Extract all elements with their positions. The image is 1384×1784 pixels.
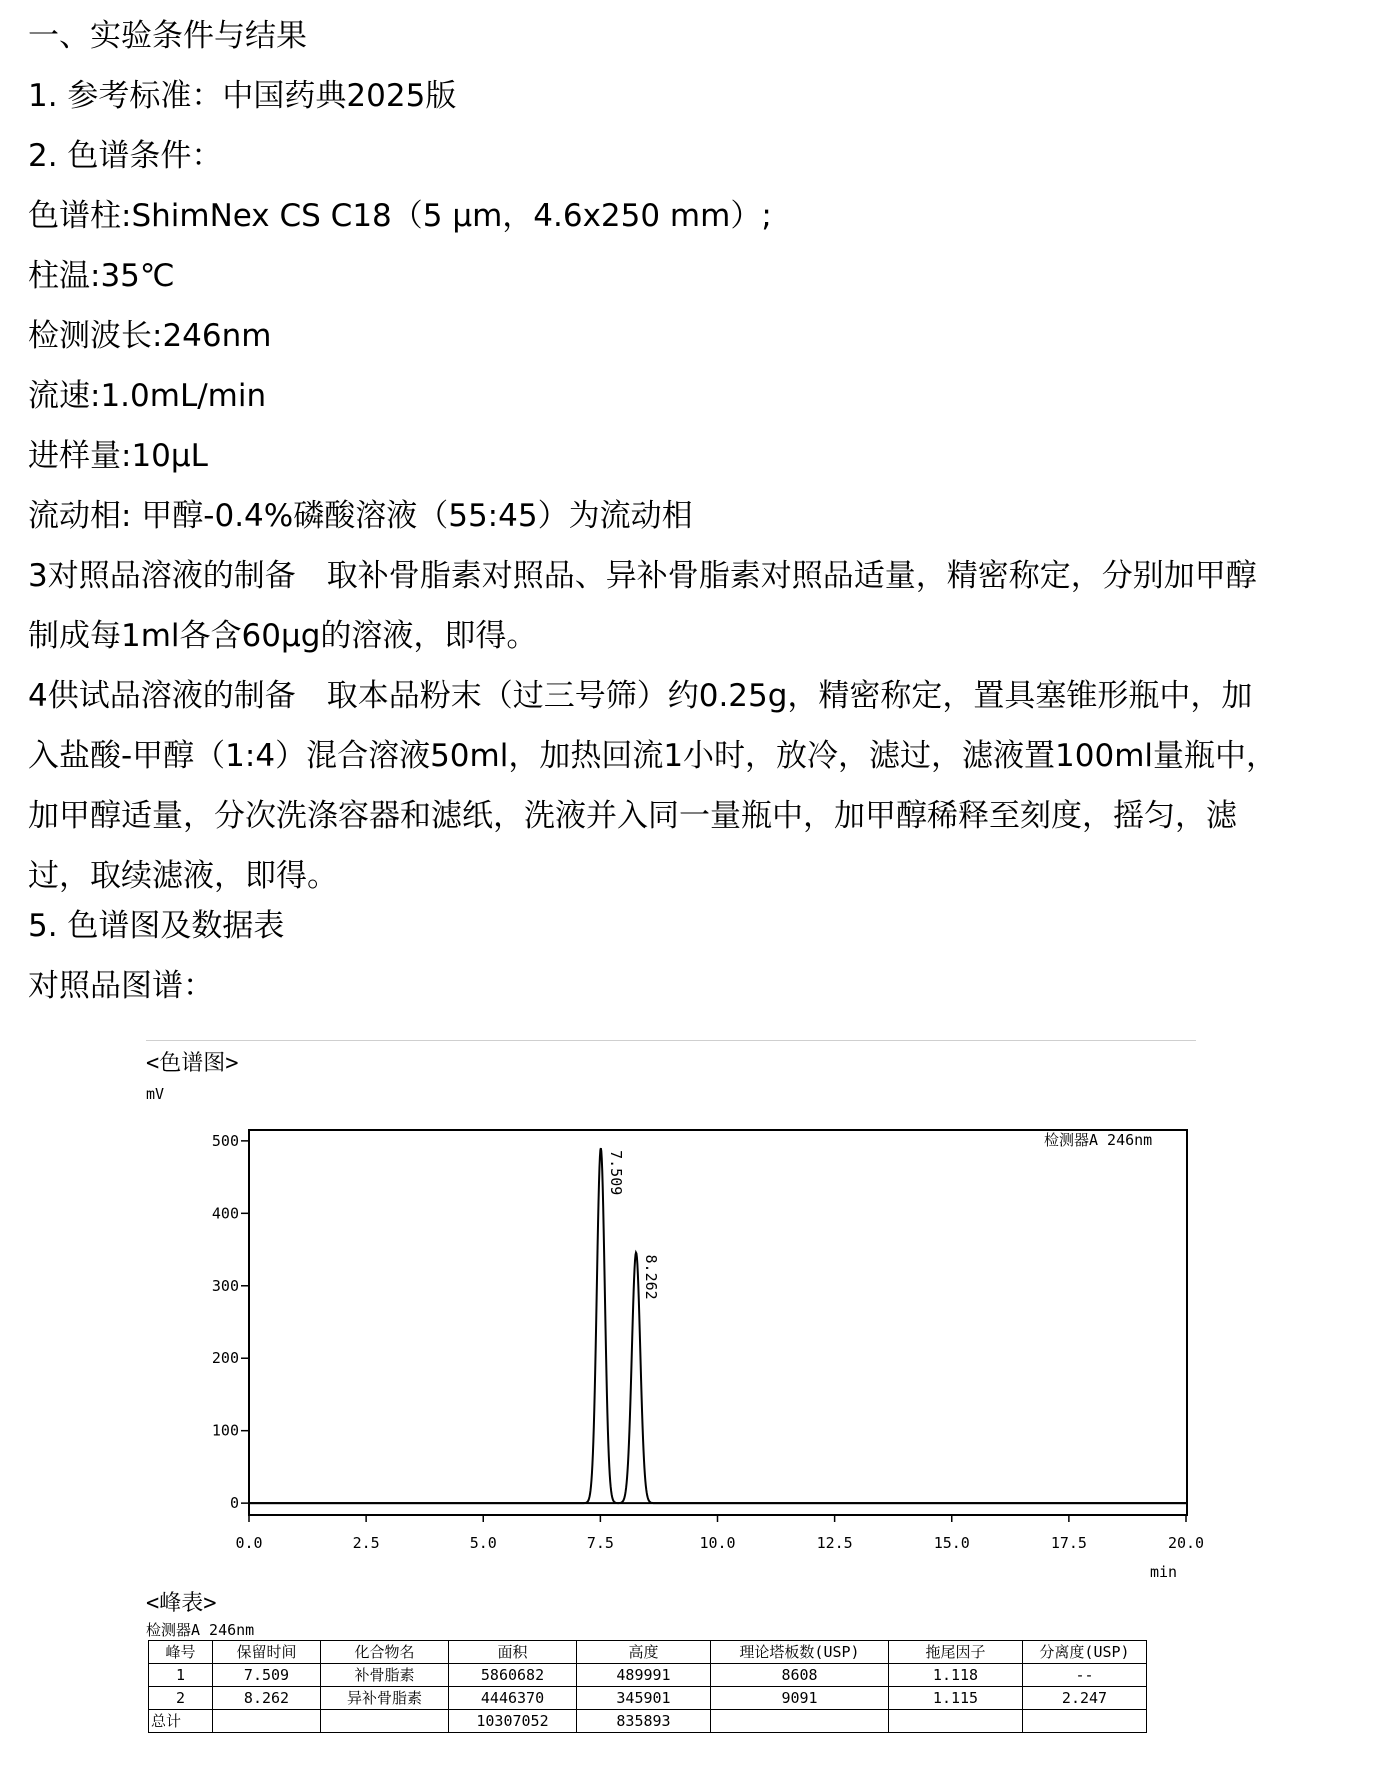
peak-table-cell: 2	[149, 1687, 213, 1710]
peak-table-cell: 补骨脂素	[321, 1664, 449, 1687]
peak-table-cell	[1023, 1710, 1147, 1733]
y-tick-label: 0	[229, 1494, 239, 1513]
conditions-title: 2. 色谱条件：	[28, 138, 223, 174]
peak-table-header-cell: 保留时间	[213, 1641, 321, 1664]
detection-wavelength: 检测波长:246nm	[28, 318, 272, 354]
detector-legend: 检测器A 246nm	[1044, 1131, 1153, 1149]
peak-table-header-cell: 峰号	[149, 1641, 213, 1664]
y-unit-label: mV	[146, 1085, 165, 1103]
peak-table-cell	[889, 1710, 1023, 1733]
y-tick-label: 300	[211, 1276, 239, 1295]
x-tick-label: 17.5	[1050, 1534, 1087, 1552]
peak-table-row	[149, 1710, 1147, 1733]
peak-table-header-cell: 理论塔板数(USP)	[711, 1641, 889, 1664]
peak-table-detector: 检测器A 246nm	[146, 1621, 255, 1639]
sample-prep-line-1: 4供试品溶液的制备 取本品粉末（过三号筛）约0.25g，精密称定，置具塞锥形瓶中，加	[28, 678, 1253, 714]
peak-table-cell: 345901	[577, 1687, 711, 1710]
sample-prep-line-2: 入盐酸-甲醇（1:4）混合溶液50ml，加热回流1小时，放冷，滤过，滤液置100ml量瓶中，	[28, 738, 1278, 774]
peak-table-header-cell: 拖尾因子	[889, 1641, 1023, 1664]
peak-table-cell: 835893	[577, 1710, 711, 1733]
flow-rate: 流速:1.0mL/min	[28, 378, 267, 414]
y-tick-label: 400	[211, 1204, 239, 1223]
peak-table-header-cell: 高度	[577, 1641, 711, 1664]
sample-prep-line-3: 加甲醇适量，分次洗涤容器和滤纸，洗液并入同一量瓶中，加甲醇稀释至刻度，摇匀，滤	[28, 798, 1237, 834]
ref-prep-line-1: 3对照品溶液的制备 取补骨脂素对照品、异补骨脂素对照品适量，精密称定，分别加甲醇	[28, 558, 1257, 594]
chromatogram-label: <色谱图>	[146, 1051, 239, 1076]
section-title: 一、实验条件与结果	[28, 18, 307, 54]
peak-table-label: <峰表>	[146, 1591, 217, 1616]
peak-table-cell	[321, 1710, 449, 1733]
peak-table-cell: 异补骨脂素	[321, 1687, 449, 1710]
chromatogram-trace	[249, 1148, 1186, 1503]
peak-table-cell: 489991	[577, 1664, 711, 1687]
x-tick-label: 7.5	[586, 1534, 614, 1552]
peak-table-cell: 7.509	[213, 1664, 321, 1687]
reference-chromatogram-label: 对照品图谱：	[28, 968, 214, 1004]
peak-table-cell: 2.247	[1023, 1687, 1147, 1710]
peak-table-cell: 4446370	[449, 1687, 577, 1710]
mobile-phase: 流动相: 甲醇-0.4%磷酸溶液（55:45）为流动相	[28, 498, 693, 534]
x-tick-label: 2.5	[352, 1534, 380, 1552]
ref-prep-line-2: 制成每1ml各含60μg的溶液，即得。	[28, 618, 538, 654]
x-tick-label: 12.5	[816, 1534, 853, 1552]
peak-table-cell	[213, 1710, 321, 1733]
peak-label: 7.509	[606, 1150, 625, 1196]
peak-table-header-row	[149, 1641, 1147, 1664]
chromatogram-section-title: 5. 色谱图及数据表	[28, 908, 285, 944]
peak-table-header-cell: 化合物名	[321, 1641, 449, 1664]
y-tick-label: 500	[211, 1131, 239, 1150]
peak-table-cell: 5860682	[449, 1664, 577, 1687]
x-unit-label: min	[1150, 1563, 1178, 1581]
reference-standard: 1. 参考标准：中国药典2025版	[28, 78, 457, 114]
x-tick-label: 15.0	[933, 1534, 970, 1552]
x-tick-label: 5.0	[469, 1534, 497, 1552]
peak-table-cell: 1.118	[889, 1664, 1023, 1687]
peak-label: 8.262	[642, 1254, 661, 1300]
y-tick-label: 100	[211, 1421, 239, 1440]
column-spec: 色谱柱:ShimNex CS C18（5 μm，4.6x250 mm）;	[28, 198, 772, 234]
peak-table-cell: 8.262	[213, 1687, 321, 1710]
peak-table-header-cell: 面积	[449, 1641, 577, 1664]
injection-volume: 进样量:10μL	[28, 438, 208, 474]
peak-table-cell: 10307052	[449, 1710, 577, 1733]
peak-table-cell: 8608	[711, 1664, 889, 1687]
peak-table-cell: --	[1023, 1664, 1147, 1687]
peak-table-cell: 1.115	[889, 1687, 1023, 1710]
peak-table-cell: 9091	[711, 1687, 889, 1710]
sample-prep-line-4: 过，取续滤液，即得。	[28, 858, 338, 894]
peak-table-header-cell: 分离度(USP)	[1023, 1641, 1147, 1664]
x-tick-label: 10.0	[699, 1534, 736, 1552]
peak-table-cell: 1	[149, 1664, 213, 1687]
x-tick-label: 0.0	[235, 1534, 263, 1552]
y-tick-label: 200	[211, 1349, 239, 1368]
peak-table-cell	[711, 1710, 889, 1733]
peak-table	[148, 1640, 1147, 1733]
column-temperature: 柱温:35℃	[28, 258, 175, 294]
peak-table-row	[149, 1687, 1147, 1710]
peak-table-cell: 总计	[149, 1710, 213, 1733]
x-tick-label: 20.0	[1167, 1534, 1205, 1552]
peak-table-row	[149, 1664, 1147, 1687]
